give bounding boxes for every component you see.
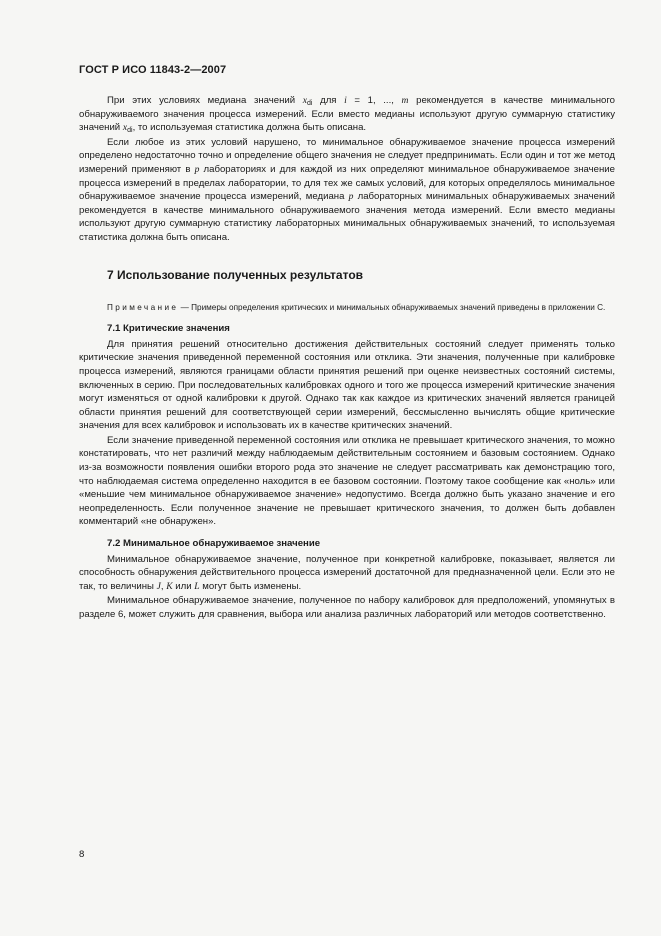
text-run: Минимальное обнаруживаемое значение, полученное при конкретной калибровке, показывает, является ли способность обнаружения действительного процесса измерений достаточной для предназначенной цели. Если это не так, то величины <box>79 553 615 592</box>
text-run: могут быть изменены. <box>199 580 302 592</box>
var-K: K <box>166 580 173 592</box>
document-body <box>79 94 615 622</box>
subsection-7-2-title: 7.2 Минимальное обнаруживаемое значение <box>107 538 321 550</box>
var-L: L <box>194 580 200 592</box>
var-J: J <box>156 580 161 592</box>
text-run: лабораториях и для каждой из них определяют минимальное обнаруживаемое значение процесса измерений в пределах лаборатории, то для тех же самых условий, для которых определялось минимальное обнаруживаемое значение процесса измерений, медиана <box>79 163 615 203</box>
section-7-title: 7 Использование полученных результатов <box>107 267 364 282</box>
subscript-di: di <box>127 127 133 135</box>
paragraph-min-detectable-calibration <box>79 553 615 594</box>
text-run: , <box>160 580 167 592</box>
document-header: ГОСТ Р ИСО 11843-2—2007 <box>79 64 227 76</box>
text-run: , то используемая статистика должна быть описана. <box>132 122 367 134</box>
text-run: рекомендуется в качестве минимального обнаруживаемого значения процесса измерений. Если вместо медианы используют другую суммарную статистику значений <box>79 95 615 134</box>
paragraph-median-condition <box>79 94 615 135</box>
var-x: x <box>122 122 128 134</box>
var-p: p <box>194 163 200 175</box>
subscript-di: di <box>307 100 313 107</box>
note-text: — Примеры определения критических и минимальных обнаруживаемых значений приведены в приложении C. <box>178 303 606 313</box>
text-run: лабораторных минимальных обнаруживаемых значений рекомендуется в качестве минимального обнаруживаемого значения метода измерений. Если вместо медианы используют другую суммарную статистику лабораторных минимальных обнаруживаемых значений, то используемая статистика должна быть описана. <box>79 191 615 243</box>
text-run: При этих условиях медиана значений <box>107 95 303 106</box>
text-run: = 1, ..., <box>346 95 402 106</box>
paragraph-min-detectable-set: Минимальное обнаруживаемое значение, полученное по набору калибровок для предположений, упомянутых в разделе 6, может служить для сравнения, выбора или анализа различных лабораторий или методов соответственно. <box>79 595 615 620</box>
paragraph-not-exceeding-critical: Если значение приведенной переменной состояния или отклика не превышает критического значения, то можно констатировать, что нет различий между наблюдаемым действительным состоянием и базовым состоянием. Однако из-за возможности появления ошибки второго рода это значение не следует рассматривать как демонстрацию того, что наблюдаемая система определенно находится в ее базовом состоянии. Поэтому такое сообщение как «ноль» или «меньшие чем минимальное обнаруживаемое значение» недопустимо. Всегда должно быть указано значение и его неопределенность. Если полученное значение не превышает критического значения, то должен быть добавлен комментарий «не обнаружен». <box>79 434 615 528</box>
paragraph-violated-conditions <box>79 136 615 245</box>
var-p: p <box>348 191 354 203</box>
text-run: или <box>172 580 195 592</box>
var-x: x <box>302 95 308 106</box>
text-run: для <box>312 95 345 106</box>
note-label: Примечание <box>107 303 179 313</box>
page-number: 8 <box>79 849 85 860</box>
paragraph-critical-values: Для принятия решений относительно достижения действительных состояний следует применять только критические значения приведенной переменной состояния или отклика. Эти значения, полученные при калибровке процесса измерений, являются границами области принятия решений при оценке неизвестных состояний системы, включенных в серию. При последовательных калибровках одного и того же процесса измерений критические значения могут изменяться от одной калибровки к другой. Однако так как каждое из критических значений является границей области принятия решений для соответствующей серии измерений, бессмысленно вычислять общие критические значения для всех калибровок и использовать их в качестве критических значений. <box>79 338 615 432</box>
subsection-7-1-title: 7.1 Критические значения <box>107 323 230 335</box>
text-run: Если любое из этих условий нарушено, то минимальное обнаруживаемое значение процесса измерений определено недостаточно точно и определение общего значения не следует предпринимать. Если один и тот же метод измерений применяют в <box>79 136 615 175</box>
var-m: m <box>401 95 409 106</box>
note <box>79 302 615 314</box>
var-i: i <box>344 95 347 106</box>
